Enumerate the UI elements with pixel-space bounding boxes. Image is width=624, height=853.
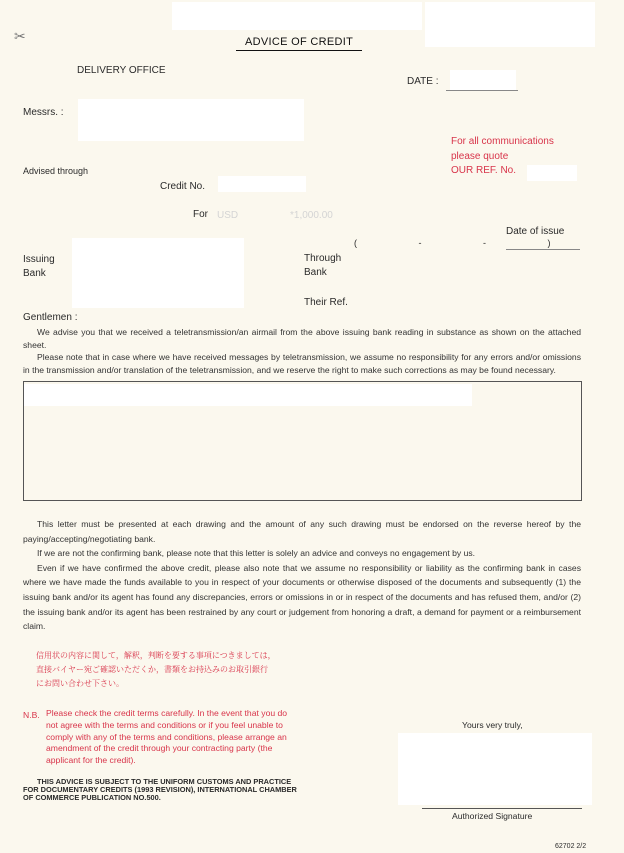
our-ref-label: OUR REF. No. bbox=[451, 165, 517, 176]
nb-label: N.B. bbox=[23, 710, 40, 720]
issuing-bank-label-1: Issuing bbox=[23, 254, 55, 265]
messrs-label: Messrs. : bbox=[23, 107, 64, 118]
ucp-line-2: FOR DOCUMENTARY CREDITS (1993 REVISION), INTERNATIONAL CHAMBER bbox=[23, 785, 297, 794]
ucp-line-3: OF COMMERCE PUBLICATION NO.500. bbox=[23, 793, 161, 802]
yours-very-truly: Yours very truly, bbox=[462, 720, 523, 730]
communications-line-2: please quote bbox=[451, 151, 509, 162]
paragraph-confirmed-credit: Even if we have confirmed the above credit, please also note that we assume no responsibility or liability as the confirming bank in cases where we have made the funds available to you in respect of your documents or otherwise disposed of the documents and subsequently (1) the issuing bank and/or its agent has found any discrepancies, errors or omissions in or in respect of the documents and has refused them, and/or (2) the issuing bank and/or its agent has been restrained by any court or judgement from honoring a draft, a demand for payment or a reimbursement claim. bbox=[23, 562, 581, 632]
page-title: ADVICE OF CREDIT bbox=[245, 36, 354, 48]
paragraph-presentation: This letter must be presented at each drawing and the amount of any such drawing must be endorsed on the reverse hereof by the paying/accepting/negotiating bank. bbox=[23, 519, 581, 544]
credit-no-value-box bbox=[218, 176, 306, 192]
japanese-line-2: 直接バイヤー宛ご確認いただくか，書類をお持込みのお取引銀行 bbox=[36, 665, 268, 674]
issuing-bank-value-box bbox=[72, 238, 244, 308]
credit-no-label: Credit No. bbox=[160, 181, 206, 192]
authorized-signature-label: Authorized Signature bbox=[452, 811, 533, 821]
through-bank-label-1: Through bbox=[304, 253, 342, 264]
paragraph-teletransmission: Please note that in case where we have received messages by teletransmission, we assume no responsibility for any errors and/or omissions in the transmission and/or translation of the teletransmission, and we reserve the right to make such corrections as may be found necessary. bbox=[23, 352, 581, 375]
date-label: DATE : bbox=[407, 76, 439, 87]
signature-line bbox=[422, 808, 582, 809]
redacted-top-center bbox=[172, 2, 422, 30]
date-of-issue-placeholder: ( - - ) bbox=[354, 238, 551, 248]
issuing-bank-label-2: Bank bbox=[23, 268, 46, 279]
their-ref-label: Their Ref. bbox=[304, 297, 348, 308]
through-bank-label-2: Bank bbox=[304, 267, 327, 278]
date-underline bbox=[446, 90, 518, 91]
for-amount: *1,000.00 bbox=[290, 210, 333, 221]
signature-box bbox=[398, 733, 592, 805]
nb-text: Please check the credit terms carefully. In the event that you do not agree with the terms and conditions or if you feel unable to comply with any of the terms and conditions, please arrange an amendment of the credit through your contracting party (the applicant for the credit). bbox=[46, 708, 288, 766]
corner-mark: ✂ bbox=[14, 28, 26, 44]
advice-detail-box bbox=[23, 381, 582, 501]
for-currency: USD bbox=[217, 210, 239, 221]
our-ref-value-box bbox=[527, 165, 577, 181]
delivery-office-label: DELIVERY OFFICE bbox=[77, 65, 166, 76]
title-underline bbox=[236, 50, 362, 51]
messrs-value-box bbox=[78, 99, 304, 141]
date-value-box bbox=[450, 70, 516, 90]
redacted-top-right bbox=[425, 2, 595, 47]
japanese-line-1: 信用状の内容に関して，解釈，判断を要する事項につきましては， bbox=[36, 651, 276, 660]
salutation: Gentlemen : bbox=[23, 312, 78, 323]
for-label: For bbox=[193, 209, 208, 220]
date-of-issue-underline bbox=[506, 249, 580, 250]
ucp-line-1: THIS ADVICE IS SUBJECT TO THE UNIFORM CUSTOMS AND PRACTICE bbox=[37, 777, 292, 786]
date-of-issue-label: Date of issue bbox=[506, 226, 565, 237]
form-number: 62702 2/2 bbox=[555, 843, 587, 850]
paragraph-received-advice: We advise you that we received a teletransmission/an airmail from the above issuing bank reading in substance as shown on the attached sheet. bbox=[23, 327, 581, 350]
advised-through-label: Advised through bbox=[23, 166, 89, 176]
paragraph-not-confirming: If we are not the confirming bank, please note that this letter is solely an advice and conveys no engagement by us. bbox=[37, 548, 476, 559]
advice-paragraphs-top bbox=[23, 326, 581, 376]
japanese-line-3: にお問い合わせ下さい。 bbox=[36, 679, 124, 688]
communications-line-1: For all communications bbox=[451, 136, 554, 147]
advice-paragraphs-bottom bbox=[23, 517, 581, 634]
